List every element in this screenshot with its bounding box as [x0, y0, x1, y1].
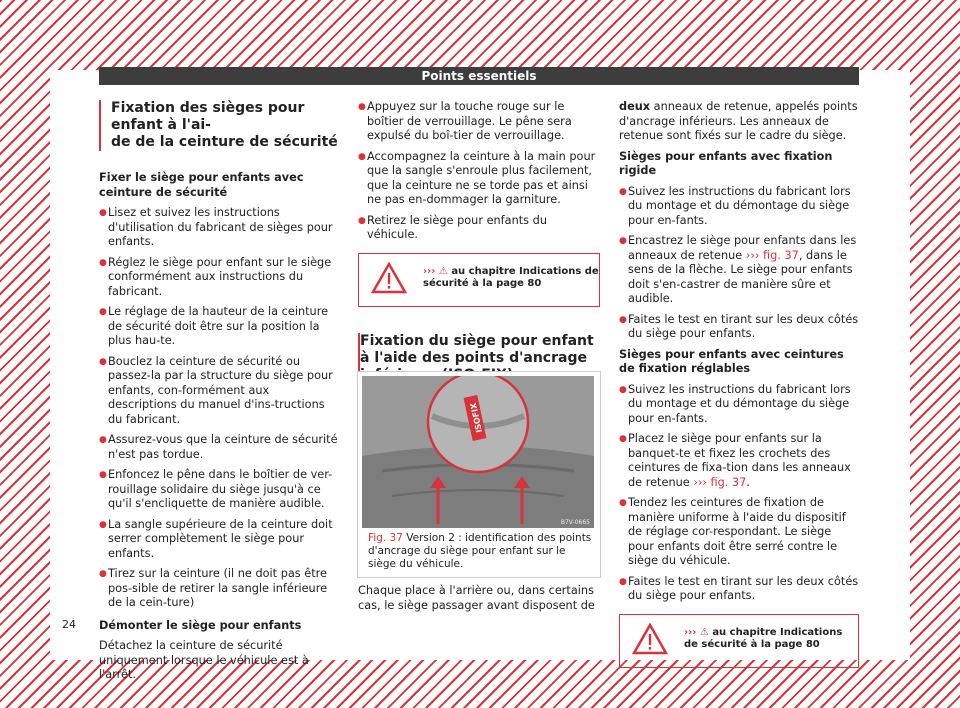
isofix-title-text: Fixation du siège pour enfant à l'aide des points d'ancrage [360, 332, 594, 366]
subheading-straps: Sièges pour enfants avec ceintures de fixation réglables [619, 347, 844, 375]
section-title [99, 100, 339, 151]
section-header: Points essentiels [99, 67, 859, 85]
bullet-2: ● Accompagnez la ceinture à la main pour que la sangle s'enroule plus facilement, que la ceinture ne se torde pas et ainsi ne pas en-dommager la garniture. [358, 150, 600, 208]
warning-box [358, 253, 600, 307]
warning-small-icon: ⚠ [438, 265, 448, 277]
warning-arrows[interactable]: ››› [684, 626, 697, 638]
bullet-2-text: Encastrez le siège pour enfants dans les anneaux de retenue [628, 234, 857, 262]
subheading-fix: Fixer le siège pour enfants avec ceinture de sécurité [99, 171, 304, 199]
column-1 [99, 100, 339, 689]
bullet-7: ● La sangle supérieure de la ceinture doit serrer complètement le siège pour enfants. [99, 518, 339, 562]
warning-reference[interactable]: au chapitre Indications de sécurité à la page 80 [684, 626, 843, 650]
paragraph-anchor: Chaque place à l'arrière ou, dans certains cas, le siège passager avant disposent de [358, 584, 595, 612]
figure-code: B7V-0665 [560, 519, 590, 526]
warning-icon [371, 262, 407, 294]
bullet-2: ● Réglez le siège pour enfant sur le siège conformément aux instructions du fabricant. [99, 256, 339, 300]
column-2 [358, 100, 600, 384]
subheading-remove: Démonter le siège pour enfants [99, 618, 302, 632]
page-number: 24 [62, 618, 76, 631]
warning-small-icon: ⚠ [699, 626, 709, 638]
bullet-7: ● Faites le test en tirant sur les deux côtés du siège pour enfants. [619, 575, 859, 604]
warning-box [619, 614, 859, 668]
paragraph-remove: Détachez la ceinture de sécurité uniquement lorsque le véhicule est à l'arrêt. [99, 639, 309, 681]
bullet-5: ● Assurez-vous que la ceinture de sécurité n'est pas tordue. [99, 433, 339, 462]
intro-paragraph [619, 100, 859, 144]
subheading-rigid: Sièges pour enfants avec fixation rigide [619, 149, 833, 177]
bullet-1: ● Lisez et suivez les instructions d'utilisation du fabricant de sièges pour enfants. [99, 206, 339, 250]
figure-caption-text: Version 2 : identification des points d'ancrage du siège pour enfant sur le siège du véhicule. [368, 532, 592, 570]
bullet-5-tail: . [746, 475, 750, 489]
title-line-1: Fixation des sièges pour enfant à l'ai- [111, 100, 305, 133]
warning-reference[interactable]: au chapitre Indications de sécurité à la page 80 [423, 265, 599, 289]
title-line-2: de de la ceinture de sécurité [111, 134, 338, 150]
bullet-5-text: Placez le siège pour enfants sur la banquet-te et fixez les crochets des ceintures de fixa-tion dans les anneaux de retenue [628, 432, 851, 489]
bullet-4: ● Bouclez la ceinture de sécurité ou passez-la par la structure du siège pour enfants, con-formément aux descriptions du manuel d'ins-tructions du fabricant. [99, 355, 339, 428]
warning-text [423, 266, 599, 291]
warning-icon [632, 623, 668, 655]
isofix-label: ISOFIX [468, 402, 485, 434]
fig-reference-link[interactable]: ››› fig. 37 [693, 475, 747, 489]
warning-text [684, 627, 858, 652]
bullet-8: ● Tirez sur la ceinture (il ne doit pas être pos-sible de retirer la sangle inférieure de la cein-ture) [99, 567, 339, 611]
bullet-6: ● Enfoncez le pêne dans le boîtier de ver-rouillage solidaire du siège jusqu'à ce qu'il s'encliquette de manière audible. [99, 468, 339, 512]
bullet-2 [619, 234, 859, 307]
bullet-3: ● Faites le test en tirant sur les deux côtés du siège pour enfants. [619, 313, 859, 342]
bullet-1: ● Appuyez sur la touche rouge sur le boîtier de verrouillage. Le pêne sera expulsé du boî-tier de verrouillage. [358, 100, 600, 144]
bullet-6: ● Tendez les ceintures de fixation de manière uniforme à l'aide du dispositif de réglage cor-respondant. Le siège pour enfants doit être serré contre le siège du véhicule. [619, 496, 859, 569]
intro-bold: deux [619, 100, 651, 113]
bullet-3: ● Retirez le siège pour enfants du véhicule. [358, 214, 600, 243]
seat-photo [362, 376, 594, 528]
intro-text: anneaux de retenue, appelés points d'ancrage inférieurs. Les anneaux de retenue sont fixés sur le cadre du siège. [619, 100, 858, 142]
fig-reference-link[interactable]: ››› fig. 37 [745, 248, 799, 262]
column-2-bottom [358, 584, 600, 619]
bullet-1: ● Suivez les instructions du fabricant lors du montage et du démontage du siège pour en-fants. [619, 185, 859, 229]
warning-arrows[interactable]: ››› [423, 265, 436, 277]
figure-number: Fig. 37 [368, 532, 403, 544]
bullet-2-tail: , dans le sens de la flèche. Le siège pour enfants doit s'en-castrer de manière sûre et audible. [628, 248, 853, 305]
bullet-5 [619, 432, 859, 490]
bullet-4: ● Suivez les instructions du fabricant lors du montage et du démontage du siège pour en-fants. [619, 383, 859, 427]
column-3 [619, 100, 859, 674]
figure-37 [357, 371, 601, 578]
figure-caption [368, 532, 593, 571]
bullet-3: ● Le réglage de la hauteur de la ceinture de sécurité doit être sur la position la plus hau-te. [99, 305, 339, 349]
